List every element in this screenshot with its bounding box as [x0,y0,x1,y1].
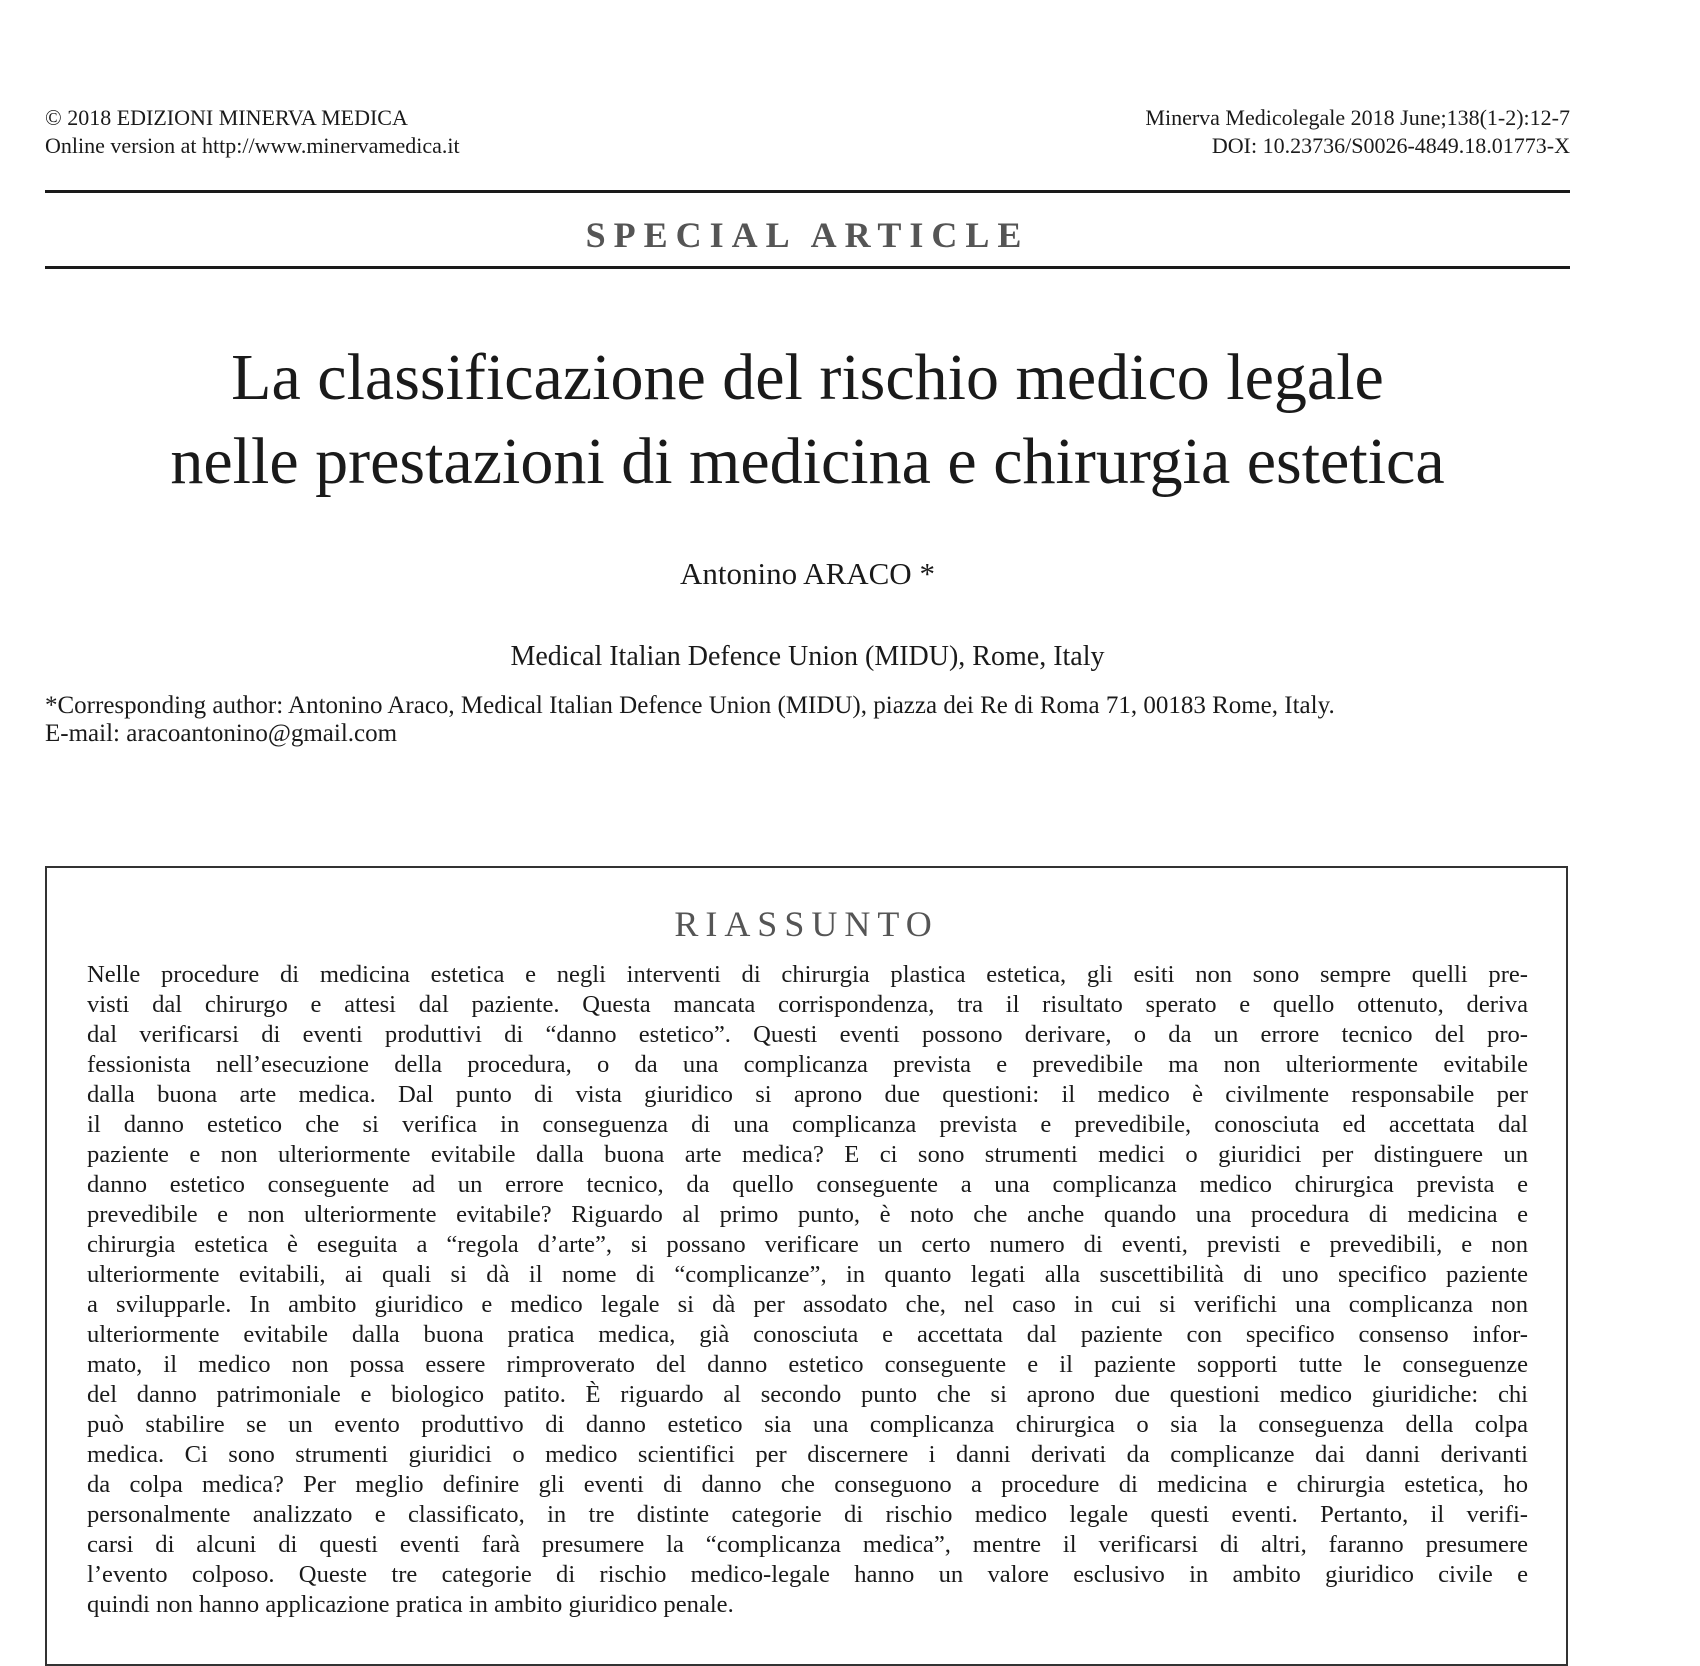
abstract-body [87,960,1528,1620]
abstract-line: dal verificarsi di eventi produttivi di “danno estetico”. Questi eventi possono derivare, o da un errore tecnico del pro- [87,1021,1528,1048]
abstract-line: da colpa medica? Per meglio definire gli eventi di danno che conseguono a procedure di medicina e chirurgia estetica, ho [87,1471,1528,1498]
abstract-line: paziente e non ulteriormente evitabile dalla buona arte medica? E ci sono strumenti medici o giuridici per distinguere un [87,1141,1528,1168]
page-header [45,104,1570,160]
author-name: Antonino ARACO * [680,556,935,591]
abstract-line: fessionista nell’esecuzione della procedura, o da una complicanza prevista e prevedibile ma non ulteriormente evitabile [87,1051,1528,1078]
doi-line: DOI: 10.23736/S0026-4849.18.01773-X [1211,133,1570,158]
correspondence-email: E-mail: aracoantonino@gmail.com [45,720,398,747]
top-divider [45,190,1570,193]
abstract-line: Nelle procedure di medicina estetica e negli interventi di chirurgia plastica estetica, gli esiti non sono sempre quelli pre- [87,961,1528,988]
abstract-heading: RIASSUNTO [674,904,939,944]
abstract-line: mato, il medico non possa essere rimproverato del danno estetico conseguente e il paziente sopporti tutte le conseguenze [87,1351,1528,1378]
abstract-line: chirurgia estetica è eseguita a “regola d’arte”, si possano verificare un certo numero di eventi, previsti e prevedibili, e non [87,1231,1528,1258]
abstract-line: può stabilire se un evento produttivo di danno estetico sia una complicanza chirurgica o sia la conseguenza della colpa [87,1411,1528,1438]
section-label: SPECIAL ARTICLE [585,215,1030,255]
abstract-line: a svilupparle. In ambito giuridico e medico legale si dà per assodato che, nel caso in cui si verifichi una complicanza non [87,1291,1528,1318]
journal-citation: Minerva Medicolegale 2018 June;138(1-2):12-7 [1145,105,1570,130]
corresponding-author [45,692,1570,748]
bottom-divider [45,266,1570,269]
title-line-2: nelle prestazioni di medicina e chirurgia estetica [170,425,1445,498]
online-version-line: Online version at http://www.minervamedica.it [45,133,460,158]
abstract-line: prevedibile e non ulteriormente evitabile? Riguardo al primo punto, è noto che anche quando una procedura di medicina e [87,1201,1528,1228]
abstract-line: ulteriormente evitabile dalla buona pratica medica, già conosciuta e accettata dal paziente con specifico consenso infor- [87,1321,1528,1348]
abstract-line: del danno patrimoniale e biologico patito. È riguardo al secondo punto che si aprono due questioni medico giuridiche: chi [87,1381,1528,1408]
abstract-box [45,866,1568,1666]
citation-info [1145,104,1570,160]
article-title [45,336,1570,504]
abstract-line: danno estetico conseguente ad un errore tecnico, da quello conseguente a una complicanza medico chirurgica prevista e [87,1171,1528,1198]
title-line-1: La classificazione del rischio medico legale [231,341,1384,414]
author-affiliation: Medical Italian Defence Union (MIDU), Rome, Italy [510,641,1105,672]
abstract-line: visti dal chirurgo e attesi dal paziente. Questa mancata corrispondenza, tra il risultato sperato e quello ottenuto, deriva [87,991,1528,1018]
abstract-line: il danno estetico che si verifica in conseguenza di una complicanza prevista e prevedibile, conosciuta ed accettata dal [87,1111,1528,1138]
publisher-info [45,104,460,160]
abstract-line: l’evento colposo. Queste tre categorie di rischio medico-legale hanno un valore esclusivo in ambito giuridico civile e [87,1561,1528,1588]
abstract-line: personalmente analizzato e classificato, in tre distinte categorie di rischio medico legale questi eventi. Pertanto, il verifi- [87,1501,1528,1528]
copyright-line: © 2018 EDIZIONI MINERVA MEDICA [45,105,408,130]
abstract-line: ulteriormente evitabili, ai quali si dà il nome di “complicanze”, in quanto legati alla suscettibilità di uno specifico paziente [87,1261,1528,1288]
abstract-line: carsi di alcuni di questi eventi farà presumere la “complicanza medica”, mentre il verificarsi di altri, faranno presumere [87,1531,1528,1558]
abstract-line: quindi non hanno applicazione pratica in ambito giuridico penale. [87,1591,734,1618]
abstract-line: medica. Ci sono strumenti giuridici o medico scientifici per discernere i danni derivati da complicanze dai danni derivanti [87,1441,1528,1468]
correspondence-address: *Corresponding author: Antonino Araco, Medical Italian Defence Union (MIDU), piazza dei Re di Roma 71, 00183 Rome, Italy. [45,692,1335,719]
abstract-line: dalla buona arte medica. Dal punto di vista giuridico si aprono due questioni: il medico è civilmente responsabile per [87,1081,1528,1108]
